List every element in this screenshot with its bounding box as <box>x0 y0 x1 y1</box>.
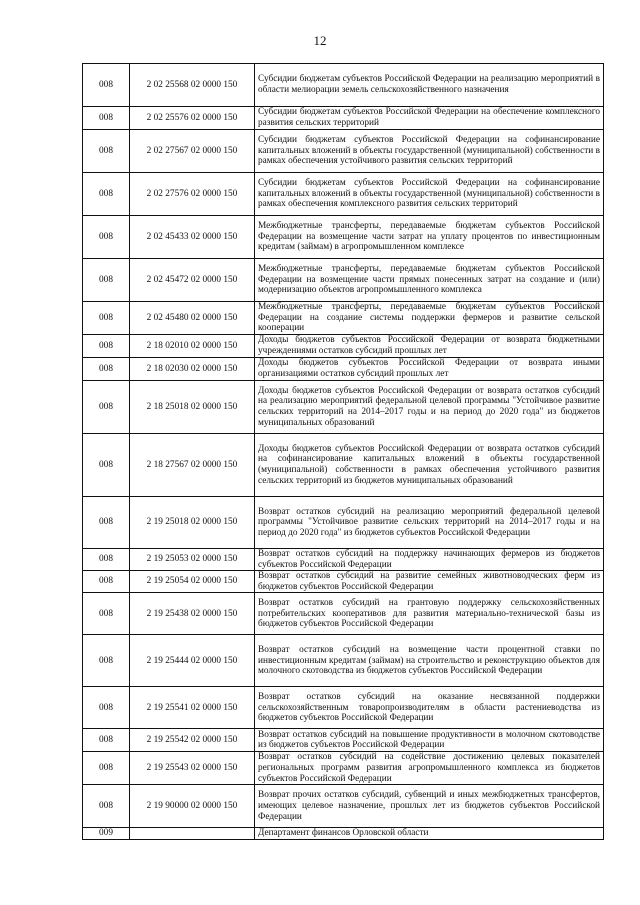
table-row <box>83 434 604 497</box>
budget-code-cell: 2 18 25018 02 0000 150 <box>130 381 255 434</box>
admin-code-cell: 008 <box>83 107 130 130</box>
description-cell: Межбюджетные трансферты, передаваемые бюджетам субъектов Российской Федерации на создание системы поддержки фермеров и развитие сельской кооперации <box>255 302 604 335</box>
table-row <box>83 107 604 130</box>
description-cell: Возврат остатков субсидий на развитие семейных животноводческих ферм из бюджетов субъектов Российской Федерации <box>255 571 604 593</box>
admin-code-cell: 008 <box>83 785 130 828</box>
table-row <box>83 173 604 216</box>
admin-code-cell: 008 <box>83 130 130 173</box>
budget-code-cell: 2 02 45480 02 0000 150 <box>130 302 255 335</box>
admin-code-cell: 008 <box>83 729 130 752</box>
table-row <box>83 130 604 173</box>
table-row <box>83 752 604 785</box>
budget-code-cell: 2 02 27576 02 0000 150 <box>130 173 255 216</box>
budget-code-cell: 2 02 27567 02 0000 150 <box>130 130 255 173</box>
admin-code-cell: 008 <box>83 687 130 729</box>
description-cell: Департамент финансов Орловской области <box>255 828 604 840</box>
table-row <box>83 571 604 593</box>
budget-code-cell: 2 02 25576 02 0000 150 <box>130 107 255 130</box>
admin-code-cell: 008 <box>83 497 130 549</box>
budget-code-cell: 2 18 02010 02 0000 150 <box>130 335 255 358</box>
budget-code-cell: 2 19 25438 02 0000 150 <box>130 593 255 635</box>
admin-code-cell: 008 <box>83 64 130 107</box>
admin-code-cell: 008 <box>83 635 130 687</box>
budget-code-cell: 2 18 27567 02 0000 150 <box>130 434 255 497</box>
table-row <box>83 729 604 752</box>
description-cell: Межбюджетные трансферты, передаваемые бюджетам субъектов Российской Федерации на возмещение части затрат на уплату процентов по инвестиционным кредитам (займам) в агропромышленном комплексе <box>255 216 604 259</box>
admin-code-cell: 008 <box>83 593 130 635</box>
table-row <box>83 302 604 335</box>
description-cell: Возврат остатков субсидий на содействие достижению целевых показателей региональных программ развития агропромышленного комплекса из бюджетов субъектов Российской Федерации <box>255 752 604 785</box>
admin-code-cell: 008 <box>83 335 130 358</box>
admin-code-cell: 008 <box>83 302 130 335</box>
budget-classification-table <box>82 63 604 840</box>
description-cell: Возврат остатков субсидий на грантовую поддержку сельскохозяйственных потребительских кооперативов для развития материально-технической базы из бюджетов субъектов Российской Федерации <box>255 593 604 635</box>
table-row <box>83 549 604 571</box>
table-row <box>83 828 604 840</box>
admin-code-cell: 008 <box>83 549 130 571</box>
description-cell: Субсидии бюджетам субъектов Российской Федерации на реализацию мероприятий в области мелиорации земель сельскохозяйственного назначения <box>255 64 604 107</box>
budget-code-cell <box>130 828 255 840</box>
admin-code-cell: 008 <box>83 216 130 259</box>
budget-code-cell: 2 19 25543 02 0000 150 <box>130 752 255 785</box>
table-row <box>83 635 604 687</box>
table-row <box>83 497 604 549</box>
budget-code-cell: 2 02 45472 02 0000 150 <box>130 259 255 302</box>
table-body <box>83 64 604 840</box>
budget-code-cell: 2 19 25541 02 0000 150 <box>130 687 255 729</box>
page-number: 12 <box>313 33 327 48</box>
table-row <box>83 216 604 259</box>
budget-code-cell: 2 02 45433 02 0000 150 <box>130 216 255 259</box>
table-row <box>83 259 604 302</box>
table-row <box>83 381 604 434</box>
budget-code-cell: 2 19 25054 02 0000 150 <box>130 571 255 593</box>
admin-code-cell: 008 <box>83 173 130 216</box>
table-row <box>83 687 604 729</box>
description-cell: Доходы бюджетов субъектов Российской Федерации от возврата бюджетными учреждениями остатков субсидий прошлых лет <box>255 335 604 358</box>
description-cell: Доходы бюджетов субъектов Российской Федерации от возврата остатков субсидий на софинансирование капитальных вложений в объекты государственной (муниципальной) собственности в рамках обеспечения устойчивого развития сельских территорий из бюджетов муниципальных образований <box>255 434 604 497</box>
admin-code-cell: 008 <box>83 381 130 434</box>
description-cell: Возврат прочих остатков субсидий, субвенций и иных межбюджетных трансфертов, имеющих целевое назначение, прошлых лет из бюджетов субъектов Российской Федерации <box>255 785 604 828</box>
description-cell: Возврат остатков субсидий на реализацию мероприятий федеральной целевой программы "Устойчивое развитие сельских территорий на 2014–2017 годы и на период до 2020 года" из бюджетов субъектов Российской Федерации <box>255 497 604 549</box>
admin-code-cell: 008 <box>83 358 130 381</box>
description-cell: Субсидии бюджетам субъектов Российской Федерации на софинансирование капитальных вложений в объекты государственной (муниципальной) собственности в рамках обеспечения комплексного развития сельских территорий <box>255 173 604 216</box>
admin-code-cell: 008 <box>83 259 130 302</box>
description-cell: Доходы бюджетов субъектов Российской Федерации от возврата иными организациями остатков субсидий прошлых лет <box>255 358 604 381</box>
description-cell: Межбюджетные трансферты, передаваемые бюджетам субъектов Российской Федерации на возмещение части прямых понесенных затрат на создание и (или) модернизацию объектов агропромышленного комплекса <box>255 259 604 302</box>
budget-code-cell: 2 19 25053 02 0000 150 <box>130 549 255 571</box>
description-cell: Возврат остатков субсидий на поддержку начинающих фермеров из бюджетов субъектов Российской Федерации <box>255 549 604 571</box>
description-cell: Субсидии бюджетам субъектов Российской Федерации на обеспечение комплексного развития сельских территорий <box>255 107 604 130</box>
table-row <box>83 64 604 107</box>
budget-code-cell: 2 19 25018 02 0000 150 <box>130 497 255 549</box>
admin-code-cell: 008 <box>83 434 130 497</box>
description-cell: Возврат остатков субсидий на повышение продуктивности в молочном скотоводстве из бюджетов субъектов Российской Федерации <box>255 729 604 752</box>
description-cell: Доходы бюджетов субъектов Российской Федерации от возврата остатков субсидий на реализацию мероприятий федеральной целевой программы "Устойчивое развитие сельских территорий на 2014–2017 годы и на период до 2020 года" из бюджетов муниципальных образований <box>255 381 604 434</box>
admin-code-cell: 008 <box>83 752 130 785</box>
description-cell: Субсидии бюджетам субъектов Российской Федерации на софинансирование капитальных вложений в объекты государственной (муниципальной) собственности в рамках обеспечения устойчивого развития сельских территорий <box>255 130 604 173</box>
budget-code-cell: 2 18 02030 02 0000 150 <box>130 358 255 381</box>
admin-code-cell: 008 <box>83 571 130 593</box>
description-cell: Возврат остатков субсидий на оказание несвязанной поддержки сельскохозяйственным товаропроизводителям в области растениеводства из бюджетов субъектов Российской Федерации <box>255 687 604 729</box>
table-row <box>83 358 604 381</box>
budget-code-cell: 2 02 25568 02 0000 150 <box>130 64 255 107</box>
budget-code-cell: 2 19 25542 02 0000 150 <box>130 729 255 752</box>
budget-code-cell: 2 19 90000 02 0000 150 <box>130 785 255 828</box>
table-row <box>83 593 604 635</box>
admin-code-cell: 009 <box>83 828 130 840</box>
table-row <box>83 335 604 358</box>
description-cell: Возврат остатков субсидий на возмещение части процентной ставки по инвестиционным кредитам (займам) на строительство и реконструкцию объектов для молочного скотоводства из бюджетов субъектов Российской Федерации <box>255 635 604 687</box>
table-row <box>83 785 604 828</box>
budget-code-cell: 2 19 25444 02 0000 150 <box>130 635 255 687</box>
